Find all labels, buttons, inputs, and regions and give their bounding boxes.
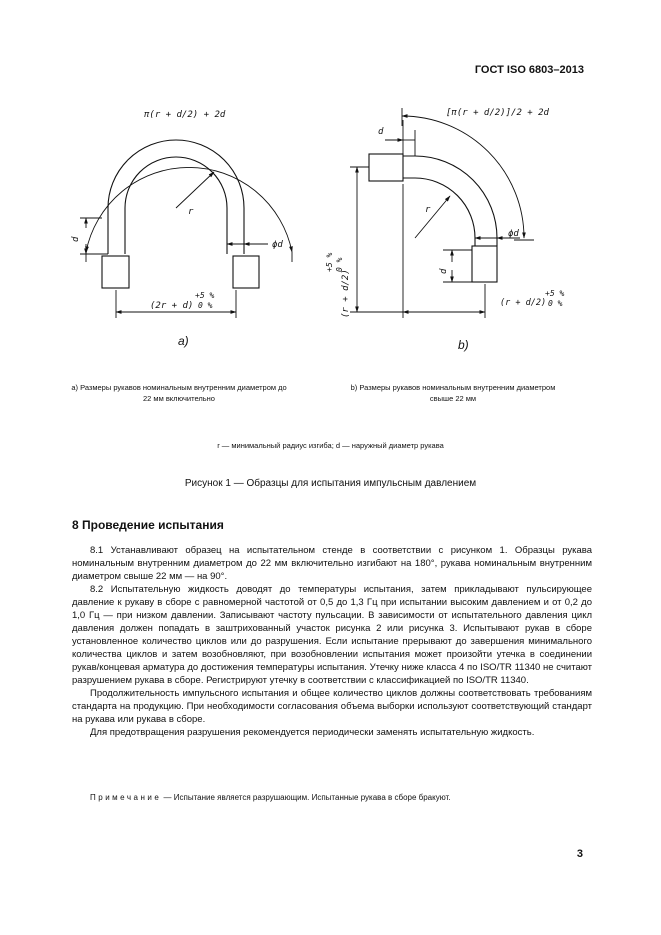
figure-b-caption: b) Размеры рукавов номинальным внутренним диаметром свыше 22 мм bbox=[350, 383, 556, 403]
paragraph: 8.2 Испытательную жидкость доводят до температуры испытания, затем прикладывают пульсирующее давление к рукаву в сборе с равномерной частотой от 0,5 до 1,3 Гц при испытании высоким давлением и от 0,2 до 1,0 Гц — при низком давлении. Записывают частоту пульсации. В зависимости от испытательного давления цикл давления должен попадать в заштрихованный участок рисунка 2 или рисунка 3. Испытывают рукав в сборе установленное количество циклов или до разрушения. Если испытание прерывают до завершения минимального количества циклов и затем возобновляют, при возобновлении испытания может произойти утечка в соединении рукав/концевая арматура до достижения температуры испытания. Утечку ниже класса 4 по ISO/TR 11340 не считают разрушением рукава в сборе. Регистрируют утечку в соответствии с классификацией по ISO/TR 11340. bbox=[72, 584, 592, 686]
a-width-label: (2r + d) bbox=[150, 301, 194, 311]
b-height-label: (r + d/2) bbox=[341, 269, 351, 318]
a-tol-bot: 0 % bbox=[198, 301, 213, 310]
note-label: Примечание bbox=[90, 793, 162, 802]
b-r-label: r bbox=[425, 205, 431, 215]
b-phi-label: ϕd bbox=[508, 229, 519, 239]
section-title: 8 Проведение испытания bbox=[72, 518, 224, 532]
figure-a-drawing bbox=[80, 140, 292, 318]
a-phi-label: ϕd bbox=[272, 240, 283, 250]
b-width-tol-bot: 0 % bbox=[548, 299, 563, 308]
b-arc-label: [π(r + d/2)]/2 + 2d bbox=[446, 108, 549, 118]
figure-legend: r — минимальный радиус изгиба; d — наружный диаметр рукава bbox=[217, 441, 444, 450]
paragraph: Для предотвращения разрушения рекомендуется периодически заменять испытательную жидкость. bbox=[90, 727, 535, 738]
figure-title: Рисунок 1 — Образцы для испытания импульсным давлением bbox=[184, 478, 477, 489]
page-number: 3 bbox=[576, 848, 583, 860]
figure-a-caption: а) Размеры рукавов номинальным внутренним диаметром до 22 мм включительно bbox=[71, 383, 287, 403]
a-d-label: d bbox=[71, 236, 81, 242]
b-height-tol-top: +5 % bbox=[325, 252, 334, 272]
a-r-label: r bbox=[188, 207, 194, 217]
a-tol-top: +5 % bbox=[195, 291, 215, 300]
note bbox=[90, 793, 451, 802]
figure-b-sublabel: b) bbox=[458, 338, 469, 352]
section-body bbox=[72, 544, 592, 739]
figure-1 bbox=[0, 90, 661, 330]
figure-b-drawing bbox=[350, 108, 534, 318]
b-width-tol-top: +5 % bbox=[545, 289, 565, 298]
note-text: — Испытание является разрушающим. Испытанные рукава в сборе бракуют. bbox=[161, 793, 451, 802]
a-arc-label: π(r + d/2) + 2d bbox=[144, 110, 226, 120]
b-width-label: (r + d/2) bbox=[500, 298, 547, 308]
paragraph: Продолжительность импульсного испытания и общее количество циклов должны соответствовать требованиям стандарта на продукцию. При необходимости согласования объема выборки используют соответствующий стандарт на рукава или рукава в сборе. bbox=[72, 688, 592, 725]
b-d-top-label: d bbox=[378, 127, 384, 137]
figure-a-sublabel: а) bbox=[178, 334, 189, 348]
paragraph: 8.1 Устанавливают образец на испытательном стенде в соответствии с рисунком 1. Образцы рукава номинальным внутренним диаметром до 22 мм включительно изгибают на 180°, рукава номинальным внутренним диаметром свыше 22 мм — на 90°. bbox=[72, 545, 592, 582]
document-header: ГОСТ ISO 6803–2013 bbox=[474, 64, 584, 76]
b-d-side-label: d bbox=[439, 268, 449, 274]
b-height-tol-bot: 0 % bbox=[335, 257, 344, 272]
